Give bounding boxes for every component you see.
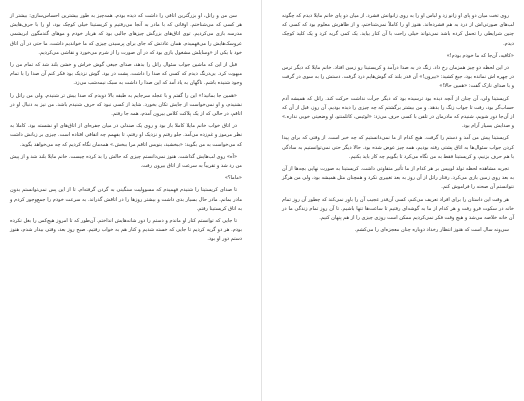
left-paragraph-5: «آه» روی لب‌هایش گذاشت. هنوز نمی‌دانستم چیزی که حالش را بد کرده چیست. خانم مایلا بلند شد و از پیش من رد شد و تقریباً به سرعت از اتاق بیرون رفت.	[10, 153, 242, 170]
right-paragraph-6: تجربه مشاهده لحظه تولد لوییس بر هر کدام از ما تأثیر متفاوتی داشت. کریستینا به صورت نهایی بچه‌ها از آن به بعد روی زمین بازی می‌کرد. رفتار راتل از آن روز به بعد تغییری نکرد و همچنان مثل همیشه بود، ولی من هرگز نتوانستم آن صحنه را فراموش کنم.	[282, 166, 514, 191]
left-paragraph-1: سن من و راتل، او بزرگترین اتاقی را داشت که دیده بودم. همه‌چیز به طور بیشترین احساس‌سازی: بیشتر از هر کسی که می‌شناختم. اوقاتی که با مادر به آنجا می‌رفتیم و کریستینا خیلی کوچک بود، او را با حرف‌هایش مدرسه بازی می‌کردیم. توی اتاق‌های بزرگش چیزهای جالبی بود که هر‌بار خودم و موهای گندمگون ابریشمی عروسک‌هایش را می‌فهمیدم. همان عادتش که جای برای پرسیدن چیزی که ما خواندیم داشت، ما حتی در آن اتاق خود با یکی از «وسایلش مشغول بازی بود که در آن صورت را از شرم می‌خورد و نقاشی می‌کردیم.	[10, 13, 242, 56]
right-paragraph-1: روی تخت میان دو پای او زانو زد و لباس او را به روی زانوانش فشرد. از میان دو پای خانم مایلا دیدم که چگونه لب‌های صورتی‌اش از درد به هم فشرده‌اند. هنوز او را کاملاً نمی‌شناختم، و از ظاهرش معلوم بود که کسی که چنین شرایطی را تحمل کرده باشد نمی‌تواند خیلی راحت با آن کنار بیاید. یک کمی گریه کرد و یک کلید کوچک دیدم.	[282, 13, 514, 47]
left-paragraph-6: «ماما؟»	[224, 175, 242, 182]
right-page	[262, 0, 524, 401]
left-paragraph-3: «همین جا بمانید!» این را گفتم و با عجله سرجایم به طبقه بالا دویدم که صدا بیش تر شنیدم. ولی من راتل را نشنیدم، و او نمی‌خواست از جایش تکان بخورد. شاید از کسی نبود که حرف شنیدم باشد. من نیز به دنبال او در اتاقم، در حالی که از یک پلاکت کلاس بیرون آمدم، همه جا رفتم.	[10, 92, 242, 118]
right-paragraph-5: کریستینا پیش من آمد و دستم را گرفت. هیچ کدام از ما نمی‌دانستیم که چه خبر است. از وقتی که برای پیدا کردن جواب سئوال‌ها به اتاق پشتی رفته بودیم، همه چیز عوض شده بود. حالا دیگر حتی نمی‌توانستیم به سادگی با هم حرف بزنیم، و کریستینا فقط به من نگاه می‌کرد تا بگویم چه کار باید بکنیم.	[282, 135, 514, 160]
left-paragraph-8: تا جایی که توانستم کنار او ماندم و دستم را دور شانه‌هایش انداختم. آن‌طور که تا امروز هیچ‌کس را بغل نکرده بودم. هر دو گریه کردیم تا جایی که خسته شدیم و کنار هم به خواب رفتیم. صبح روز بعد، وقتی بیدار شدم، هنوز دستم دور او بود.	[10, 218, 242, 243]
right-paragraph-7: هر وقت این داستان را برای افراد تعریف می‌کنم، کسی آن‌قدر عجیب آن را باور نمی‌کند که چطور آن روز تمام خانه در سکوت فرو رفت و هر کدام از ما به گوشه‌ای رفتیم تا ساعت‌ها تنها باشیم. تا آن روز تمام زندگی ما در آن خانه خلاصه می‌شد و هیچ وقت فکر نمی‌کردیم ممکن است روزی چیزی را از هم پنهان کنیم.	[282, 196, 514, 222]
right-paragraph-2: «کافیه، آن‌جا که ما خودم بودم!»	[446, 52, 514, 59]
left-paragraph-2: قبل از این که ماشین جواب سئوال راتل را بدهد، صدای جیغی گوش خراش و خشن بلند شد که تمام من را مبهوت کرد. بی‌درنگ دیدم که کسی که صدا را داشت، پشت در بود. گوش نزدیک بود فکر کنم آن صدا را با تمام وجود شنیده باشم. ناگهان به یاد آمد که این صدا را داشت به سبک نیمه‌شب می‌زد.	[10, 62, 242, 87]
right-paragraph-4: کریستینا ولی، آن چنان از آنچه دیده بود ترسیده بود که دیگر جرأت نداشت حرکت کند. راتل که همیشه آدم حساب‌گر بود، رفت تا جواب زنگ را بدهد. و من بیشتر برگشتم که چه چیزی را دیده بودیم. آن روز، قبل از آن که از آن‌جا دور شویم، شنیدم که مادرمان در تلفن با کسی حرف می‌زد: «لوئیس، کاتلمنتو، او وضعیتی خوبی نداره.» و صدایش بسیار آرام بود.	[282, 95, 514, 130]
right-paragraph-3: در این لحظه دو چیز همزمان رخ داد. زنگ در به صدا درآمد و کریستینا رو زمین افتاد. خانم مایلا که دیگر ترس در چهره اش نمانده بود، جیغ کشید: «بیرون!» آن قدر بلند که گوش‌هایم درد گرفت. دستش را به سوی در گرفت و با صدای نازک گفت: «همین حالا!»	[282, 65, 514, 90]
right-paragraph-8: سی‌ونه سال است که هنوز انتظار رخداد دوباره چنان معجزه‌ای را می‌کشم.	[354, 227, 509, 234]
left-paragraph-4: در اتاق خواب خانم مایلا کاملا باز بود و روی یک صندلی در میان جفره‌ای از اتاق‌های او نشسته بود. کاملا به نظر مرموز و غم‌زده می‌آمد. جلو رفتم و نزدیک او رفتم، تا بفهمم چه اتفاقی افتاده است. چیزی بر زبانش داشت که می‌خواست به من بگوید: «ببخشید، بنویس اتاقم مرا ببخش.» همه‌مان نگاه کردیم که چه می‌خواهد بگوید.	[10, 123, 242, 148]
left-paragraph-7: تا صدای کریستینا را شنیدم فهمیدم که مسوولیت سنگینی به گردن گرفته‌ام. تا از این پس نمی‌توانستم بدون مادر بمانم. مادر حال بسیار بدی داشت و بیشتر روزها را در اتاقش گذراند. به سرعت خودم را جمع‌وجور کردم و به اتاق کریستینا رفتم.	[10, 187, 242, 212]
